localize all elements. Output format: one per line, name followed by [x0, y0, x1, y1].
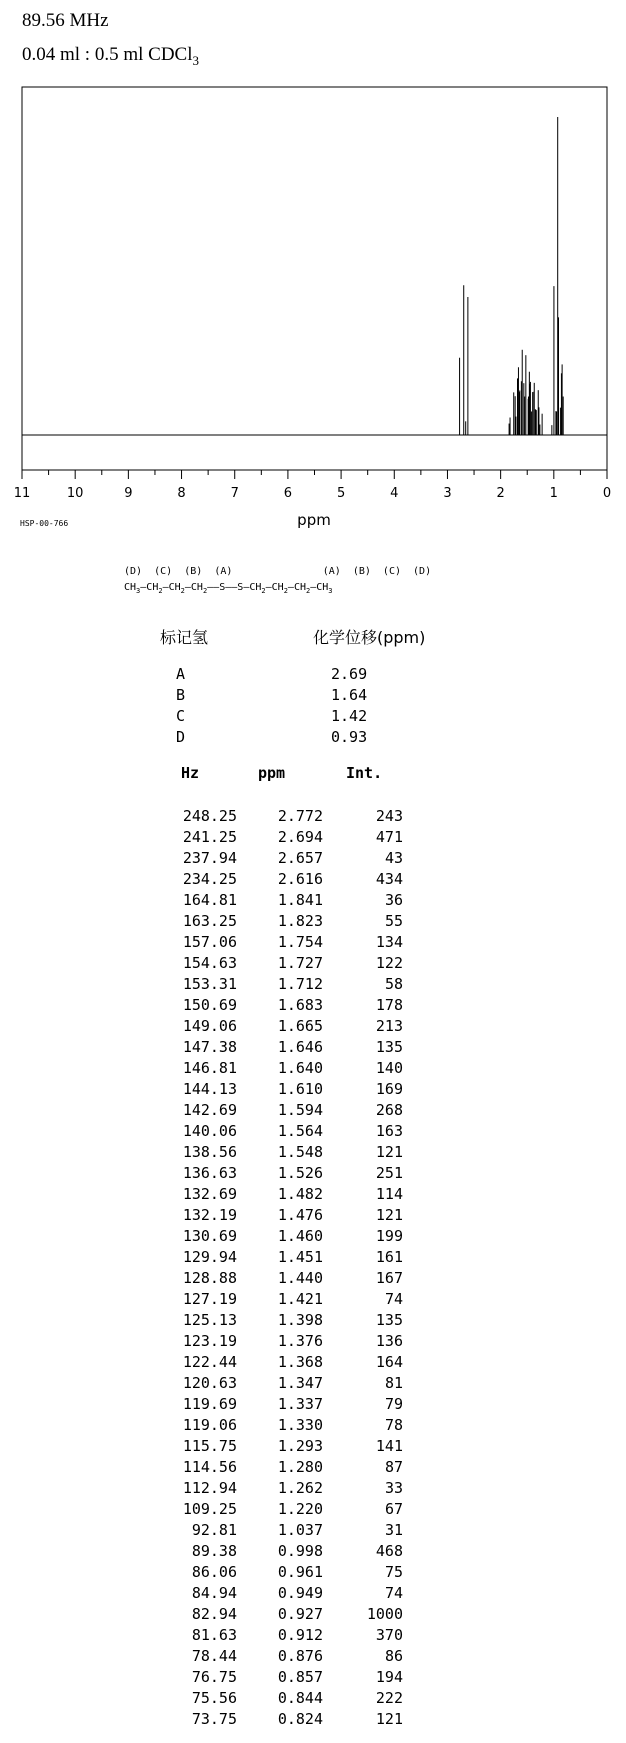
cell-int: 370	[375, 1626, 403, 1644]
cell-ppm: 0.912	[277, 1626, 323, 1644]
cell-ppm: 0.998	[277, 1542, 323, 1560]
spectrum-code: HSP-00-766	[20, 519, 69, 528]
cell-hz: 140.06	[182, 1122, 237, 1140]
peak-row	[0, 1646, 626, 1667]
shift-value: 2.69	[331, 665, 368, 683]
cell-hz: 84.94	[191, 1584, 237, 1602]
sub-2-c-right: 2	[305, 587, 311, 595]
cell-ppm: 0.927	[277, 1605, 323, 1623]
hydrogen-label: D	[176, 728, 186, 746]
sub-2-a-left: 2	[202, 587, 208, 595]
shift-row	[176, 664, 367, 685]
hydrogen-label-header: 标记氢	[160, 628, 209, 647]
cell-ppm: 1.665	[277, 1017, 323, 1035]
cell-int: 122	[375, 954, 403, 972]
cell-ppm: 1.262	[277, 1479, 323, 1497]
cell-hz: 150.69	[182, 996, 237, 1014]
cell-ppm: 0.876	[277, 1647, 323, 1665]
peak-row	[0, 1016, 626, 1037]
cell-hz: 75.56	[191, 1689, 237, 1707]
shift-row	[176, 706, 367, 727]
peak-row	[0, 1268, 626, 1289]
cell-hz: 154.63	[182, 954, 237, 972]
cell-int: 75	[384, 1563, 403, 1581]
cell-hz: 132.19	[182, 1206, 237, 1224]
cell-int: 33	[384, 1479, 403, 1497]
cell-ppm: 0.961	[277, 1563, 323, 1581]
x-tick-label: 0	[602, 486, 612, 501]
header-int: Int.	[346, 764, 383, 782]
cell-hz: 92.81	[191, 1521, 237, 1539]
cell-int: 1000	[366, 1605, 403, 1623]
cell-ppm: 1.293	[277, 1437, 323, 1455]
shift-row	[176, 727, 367, 748]
cell-hz: 234.25	[182, 870, 237, 888]
shift-row	[176, 685, 367, 706]
cell-ppm: 1.440	[277, 1269, 323, 1287]
group-ch2-a-right: CH	[249, 582, 262, 593]
structure-labels	[124, 565, 431, 581]
peak-row	[0, 1247, 626, 1268]
cell-hz: 144.13	[182, 1080, 237, 1098]
cell-ppm: 1.683	[277, 996, 323, 1014]
cell-int: 141	[375, 1437, 403, 1455]
cell-hz: 149.06	[182, 1017, 237, 1035]
cell-int: 222	[375, 1689, 403, 1707]
group-ch2-b-left: CH	[168, 582, 181, 593]
header-hz: Hz	[181, 764, 200, 782]
x-tick-label: 1	[549, 486, 558, 501]
peak-row	[0, 1520, 626, 1541]
cell-ppm: 1.330	[277, 1416, 323, 1434]
cell-int: 178	[375, 996, 403, 1014]
peak-table	[0, 806, 626, 1730]
cell-int: 167	[375, 1269, 403, 1287]
cell-hz: 112.94	[182, 1479, 237, 1497]
cell-int: 140	[375, 1059, 403, 1077]
peak-row	[0, 1352, 626, 1373]
peak-row	[0, 1625, 626, 1646]
cell-ppm: 1.460	[277, 1227, 323, 1245]
cell-ppm: 1.564	[277, 1122, 323, 1140]
cell-int: 169	[375, 1080, 403, 1098]
cell-hz: 157.06	[182, 933, 237, 951]
peak-row	[0, 848, 626, 869]
cell-int: 67	[384, 1500, 403, 1518]
x-tick-label: 9	[124, 486, 133, 501]
structure-formula: $CH_3—CH_2—CH_2—CH_2——S——S—CH_2—CH_2—CH_2—CH_3$	[124, 582, 333, 595]
hydrogen-label: B	[176, 686, 186, 704]
cell-ppm: 1.398	[277, 1311, 323, 1329]
sub-2-b-left: 2	[180, 587, 185, 595]
label-b2: (B)	[352, 566, 371, 577]
cell-int: 468	[375, 1542, 403, 1560]
cell-ppm: 1.823	[277, 912, 323, 930]
cell-ppm: 1.640	[277, 1059, 323, 1077]
group-ch3-right: CH	[316, 582, 329, 593]
cell-ppm: 1.280	[277, 1458, 323, 1476]
cell-int: 55	[384, 912, 403, 930]
peak-row	[0, 1373, 626, 1394]
peak-row	[0, 1394, 626, 1415]
cell-int: 161	[375, 1248, 403, 1266]
cell-ppm: 1.482	[277, 1185, 323, 1203]
cell-int: 194	[375, 1668, 403, 1686]
peak-row	[0, 1310, 626, 1331]
cell-int: 268	[375, 1101, 403, 1119]
peak-row	[0, 1058, 626, 1079]
shift-value: 0.93	[331, 728, 368, 746]
cell-ppm: 1.476	[277, 1206, 323, 1224]
cell-ppm: 1.727	[277, 954, 323, 972]
cell-hz: 81.63	[191, 1626, 237, 1644]
cell-ppm: 0.857	[277, 1668, 323, 1686]
peak-row	[0, 869, 626, 890]
cell-ppm: 1.376	[277, 1332, 323, 1350]
cell-int: 135	[375, 1311, 403, 1329]
cell-int: 163	[375, 1122, 403, 1140]
cell-int: 213	[375, 1017, 403, 1035]
x-tick-label: 5	[336, 486, 346, 501]
peak-row	[0, 890, 626, 911]
cell-hz: 89.38	[191, 1542, 237, 1560]
peak-row	[0, 1142, 626, 1163]
x-tick-label: 6	[283, 486, 293, 501]
peak-row	[0, 1100, 626, 1121]
cell-int: 114	[375, 1185, 403, 1203]
cell-hz: 132.69	[182, 1185, 237, 1203]
peak-row	[0, 1667, 626, 1688]
peak-row	[0, 974, 626, 995]
cell-int: 164	[375, 1353, 403, 1371]
hydrogen-label: A	[176, 665, 186, 683]
cell-int: 471	[375, 828, 403, 846]
peak-row	[0, 1079, 626, 1100]
cell-ppm: 1.610	[277, 1080, 323, 1098]
group-ch2-a-left: CH	[190, 582, 203, 593]
x-tick-label: 8	[177, 486, 186, 501]
peak-row	[0, 911, 626, 932]
cell-hz: 241.25	[182, 828, 237, 846]
x-axis-label: ppm	[297, 511, 331, 529]
cell-int: 434	[375, 870, 403, 888]
chemical-shift-header: 化学位移(ppm)	[313, 628, 426, 647]
cell-ppm: 1.712	[277, 975, 323, 993]
peak-row	[0, 1226, 626, 1247]
cell-ppm: 0.824	[277, 1710, 323, 1728]
sub-2-a-right: 2	[261, 587, 266, 595]
cell-int: 87	[384, 1458, 403, 1476]
cell-hz: 122.44	[182, 1353, 237, 1371]
cell-hz: 163.25	[182, 912, 237, 930]
sample-subscript: 3	[192, 52, 199, 68]
x-tick-label: 2	[496, 486, 505, 501]
cell-int: 79	[384, 1395, 403, 1413]
peak-row	[0, 1583, 626, 1604]
cell-hz: 119.06	[182, 1416, 237, 1434]
header-ppm: ppm	[258, 764, 286, 782]
molecule-structure	[124, 565, 431, 597]
cell-hz: 82.94	[191, 1605, 237, 1623]
cell-hz: 129.94	[182, 1248, 237, 1266]
peak-row	[0, 953, 626, 974]
peak-row	[0, 1205, 626, 1226]
cell-int: 243	[375, 807, 403, 825]
group-ch2-c-left: CH	[146, 582, 159, 593]
cell-hz: 123.19	[182, 1332, 237, 1350]
x-tick-label: 11	[13, 486, 31, 501]
cell-ppm: 2.616	[277, 870, 323, 888]
cell-hz: 86.06	[191, 1563, 237, 1581]
shift-value: 1.42	[331, 707, 368, 725]
group-ch2-b-right: CH	[271, 582, 284, 593]
cell-ppm: 1.841	[277, 891, 323, 909]
cell-hz: 125.13	[182, 1311, 237, 1329]
peak-row	[0, 1415, 626, 1436]
hydrogen-label: C	[176, 707, 186, 725]
peak-row	[0, 827, 626, 848]
peak-row	[0, 1457, 626, 1478]
group-ch2-c-right: CH	[293, 582, 306, 593]
cell-hz: 115.75	[182, 1437, 237, 1455]
sub-2-b-right: 2	[283, 587, 288, 595]
cell-int: 135	[375, 1038, 403, 1056]
cell-hz: 142.69	[182, 1101, 237, 1119]
x-tick-label: 10	[66, 486, 84, 501]
peak-row	[0, 1121, 626, 1142]
chemical-shift-table	[176, 664, 367, 748]
sub-2-c-left: 2	[158, 587, 163, 595]
label-a1: (A)	[214, 566, 233, 577]
cell-int: 251	[375, 1164, 403, 1182]
cell-int: 121	[375, 1143, 403, 1161]
label-b1: (B)	[184, 566, 203, 577]
sub-3-left: 3	[136, 587, 141, 595]
cell-hz: 73.75	[191, 1710, 237, 1728]
cell-int: 134	[375, 933, 403, 951]
cell-ppm: 2.657	[277, 849, 323, 867]
cell-hz: 136.63	[182, 1164, 237, 1182]
label-d1: (D)	[124, 566, 143, 577]
spectrometer-frequency: 89.56 MHz	[22, 10, 109, 31]
cell-ppm: 1.220	[277, 1500, 323, 1518]
label-a2: (A)	[322, 566, 341, 577]
sulfur-right: S	[237, 582, 244, 593]
cell-hz: 147.38	[182, 1038, 237, 1056]
peak-row	[0, 1541, 626, 1562]
cell-hz: 138.56	[182, 1143, 237, 1161]
cell-hz: 114.56	[182, 1458, 237, 1476]
cell-int: 121	[375, 1206, 403, 1224]
cell-hz: 76.75	[191, 1668, 237, 1686]
label-c1: (C)	[154, 566, 173, 577]
peak-row	[0, 1604, 626, 1625]
cell-hz: 164.81	[182, 891, 237, 909]
cell-ppm: 1.451	[277, 1248, 323, 1266]
cell-ppm: 1.594	[277, 1101, 323, 1119]
cell-hz: 248.25	[182, 807, 237, 825]
cell-ppm: 1.548	[277, 1143, 323, 1161]
peak-row	[0, 1562, 626, 1583]
peak-row	[0, 1037, 626, 1058]
cell-hz: 78.44	[191, 1647, 237, 1665]
cell-int: 74	[384, 1290, 403, 1308]
peak-row	[0, 806, 626, 827]
cell-ppm: 2.694	[277, 828, 323, 846]
cell-ppm: 1.754	[277, 933, 323, 951]
cell-ppm: 1.646	[277, 1038, 323, 1056]
cell-hz: 153.31	[182, 975, 237, 993]
peak-row	[0, 1184, 626, 1205]
cell-int: 81	[384, 1374, 403, 1392]
label-d2: (D)	[413, 566, 432, 577]
peak-row	[0, 1478, 626, 1499]
peak-row	[0, 1688, 626, 1709]
peak-row	[0, 1499, 626, 1520]
shift-value: 1.64	[331, 686, 368, 704]
peak-row	[0, 1709, 626, 1730]
cell-int: 58	[384, 975, 403, 993]
peak-row	[0, 932, 626, 953]
cell-hz: 127.19	[182, 1290, 237, 1308]
cell-ppm: 2.772	[277, 807, 323, 825]
cell-ppm: 0.844	[277, 1689, 323, 1707]
cell-ppm: 1.368	[277, 1353, 323, 1371]
peak-row	[0, 1163, 626, 1184]
peak-row	[0, 995, 626, 1016]
cell-int: 43	[384, 849, 403, 867]
x-tick-label: 7	[230, 486, 239, 501]
cell-int: 86	[384, 1647, 403, 1665]
cell-int: 78	[384, 1416, 403, 1434]
cell-hz: 130.69	[182, 1227, 237, 1245]
cell-ppm: 1.037	[277, 1521, 323, 1539]
x-tick-label: 3	[443, 486, 452, 501]
cell-hz: 146.81	[182, 1059, 237, 1077]
cell-int: 136	[375, 1332, 403, 1350]
cell-hz: 119.69	[182, 1395, 237, 1413]
cell-int: 36	[384, 891, 403, 909]
sulfur-left: S	[219, 582, 226, 593]
x-tick-label: 4	[390, 486, 399, 501]
cell-int: 74	[384, 1584, 403, 1602]
label-c2: (C)	[382, 566, 401, 577]
cell-hz: 128.88	[182, 1269, 237, 1287]
cell-hz: 120.63	[182, 1374, 237, 1392]
x-axis-tick-labels	[14, 486, 611, 501]
peak-row	[0, 1331, 626, 1352]
cell-ppm: 0.949	[277, 1584, 323, 1602]
cell-ppm: 1.526	[277, 1164, 323, 1182]
group-ch3-left: CH	[124, 582, 137, 593]
peak-row	[0, 1289, 626, 1310]
cell-int: 31	[384, 1521, 403, 1539]
peak-row	[0, 1436, 626, 1457]
cell-ppm: 1.421	[277, 1290, 323, 1308]
peak-lines	[460, 117, 564, 435]
sample-main: 0.04 ml : 0.5 ml CDCl	[22, 44, 193, 65]
nmr-spectrum-chart	[0, 0, 626, 530]
cell-int: 199	[375, 1227, 403, 1245]
cell-hz: 237.94	[182, 849, 237, 867]
cell-ppm: 1.347	[277, 1374, 323, 1392]
cell-int: 121	[375, 1710, 403, 1728]
sub-3-right: 3	[328, 587, 333, 595]
cell-ppm: 1.337	[277, 1395, 323, 1413]
cell-hz: 109.25	[182, 1500, 237, 1518]
